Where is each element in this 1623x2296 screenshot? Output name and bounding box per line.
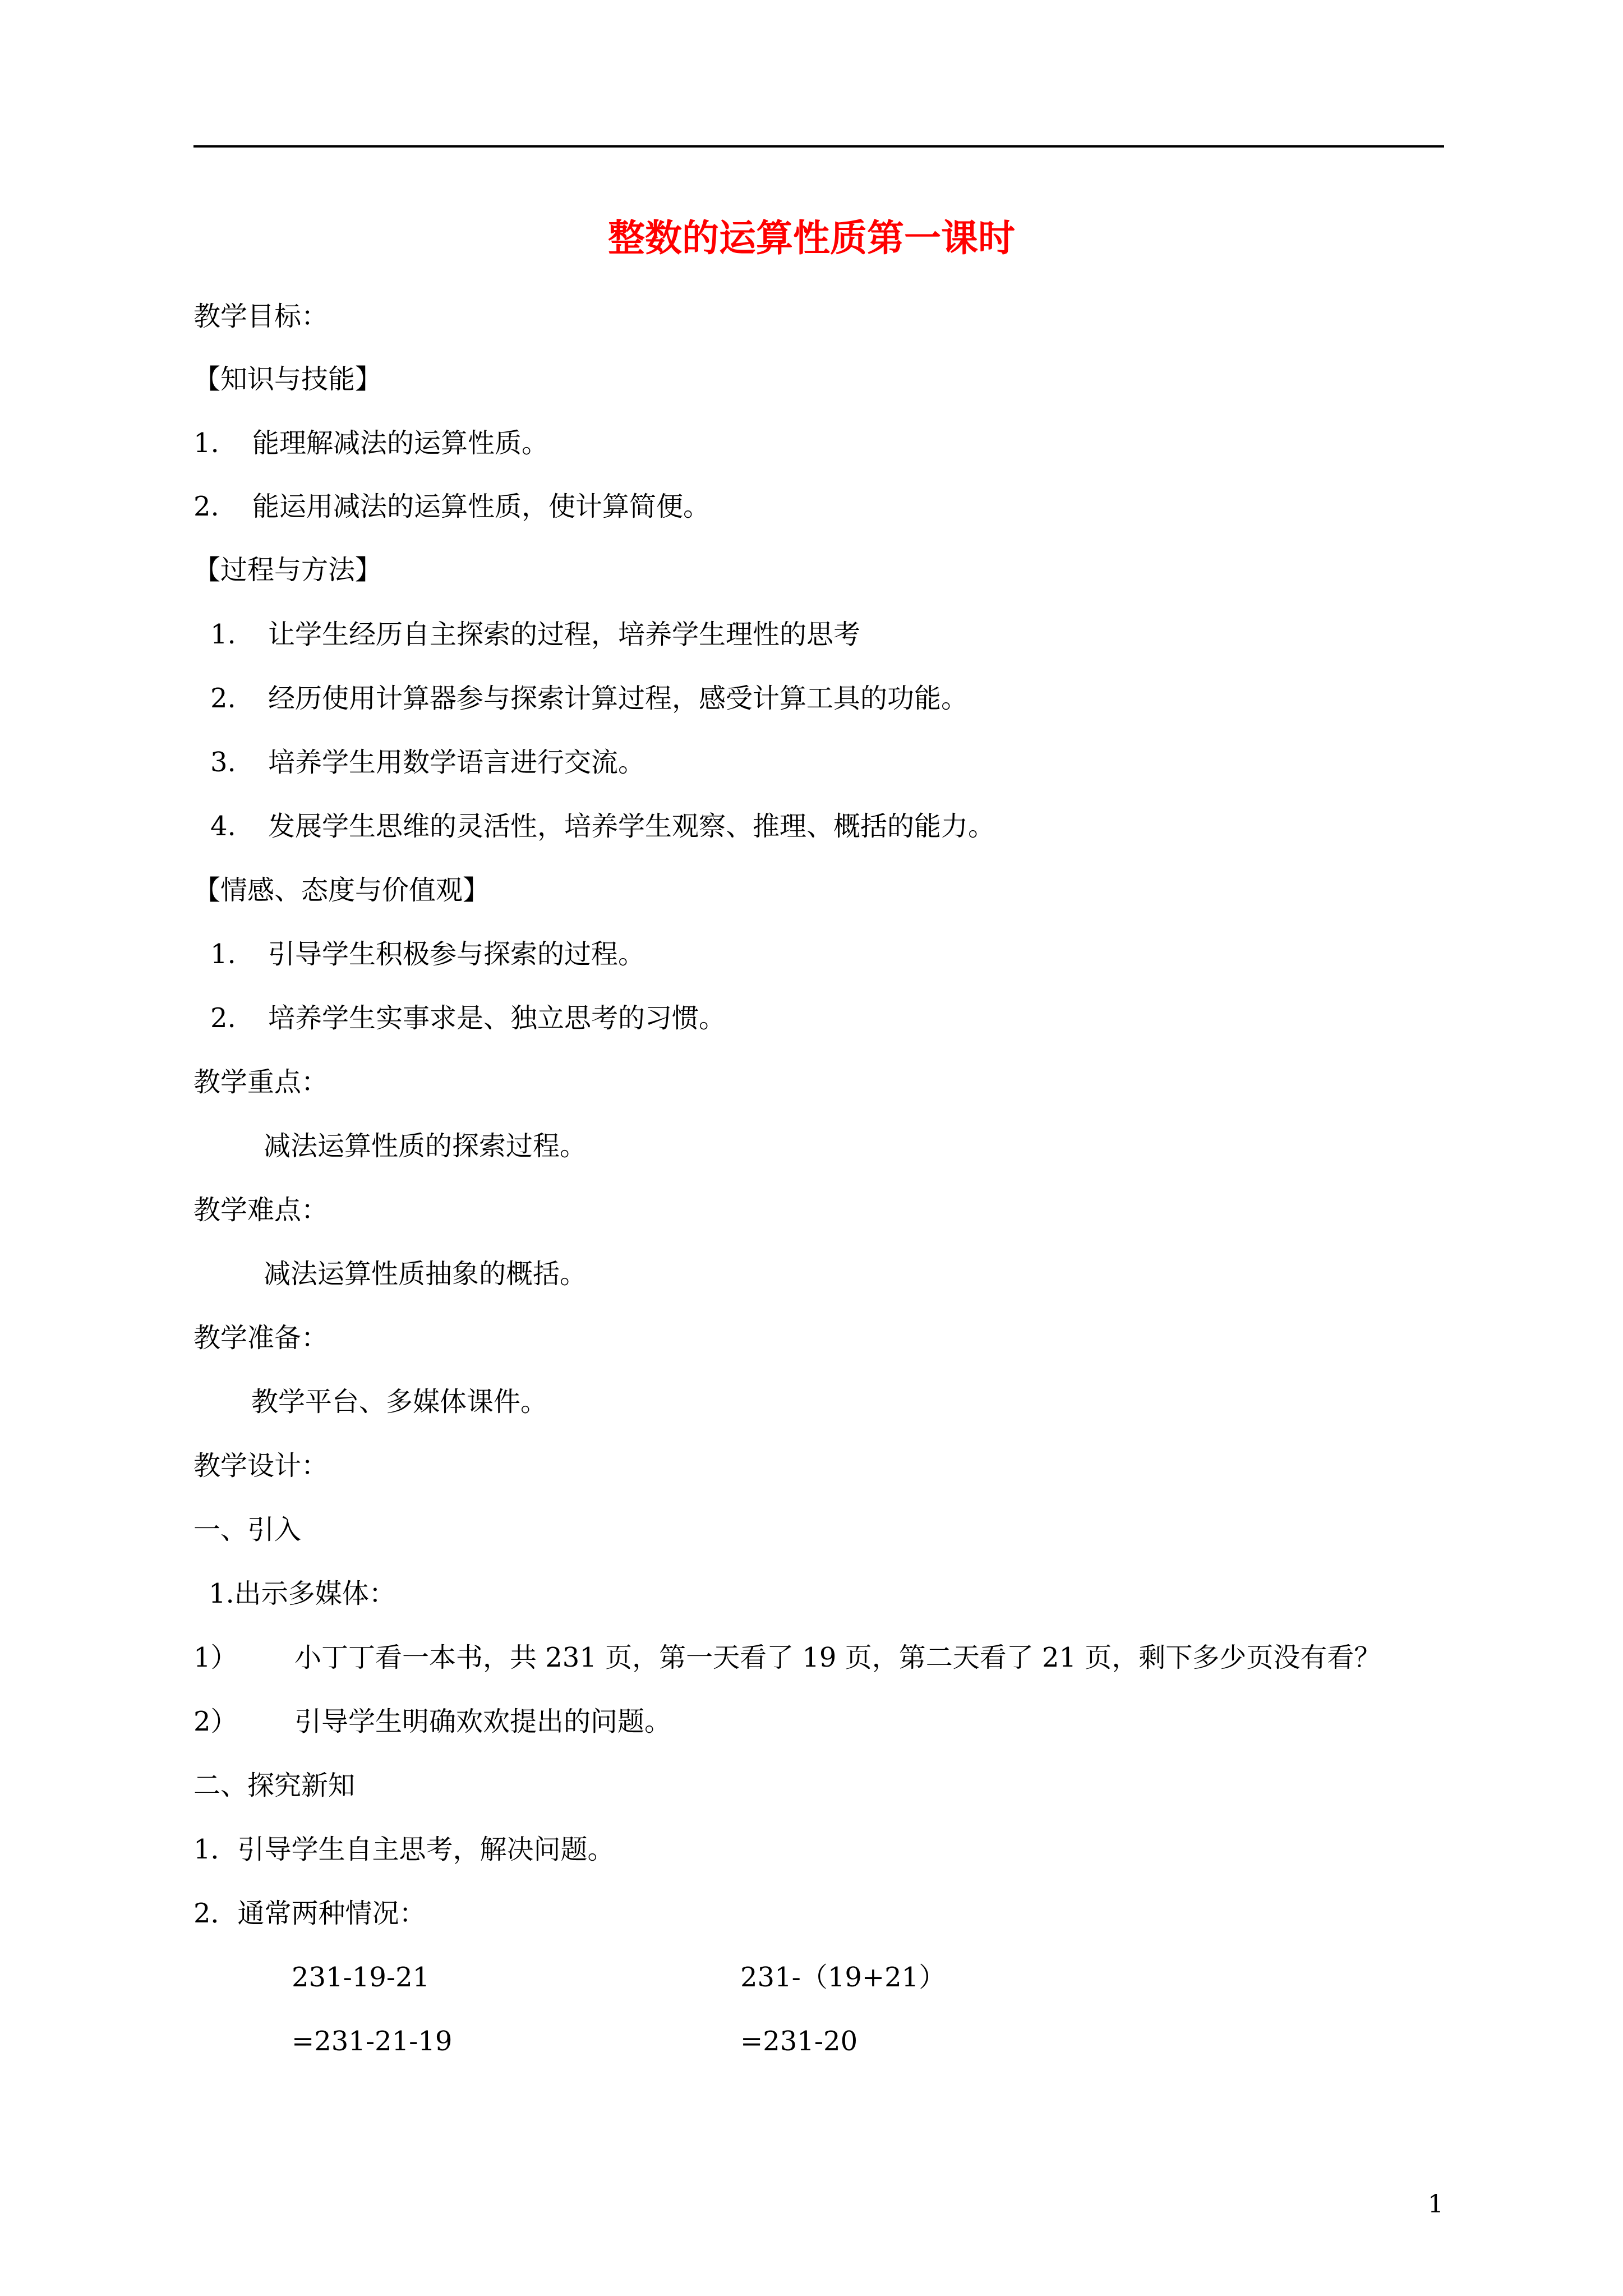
- left-calculation-line: 231-19-21: [292, 1962, 430, 1993]
- knowledge-item: 能理解减法的运算性质。: [252, 427, 549, 459]
- process-item-number: 3.: [210, 747, 236, 778]
- process-item: 经历使用计算器参与探索计算过程，感受计算工具的功能。: [268, 683, 969, 714]
- explore-step: 2．通常两种情况：: [193, 1898, 426, 1929]
- process-item: 培养学生用数学语言进行交流。: [268, 747, 645, 778]
- explore-step: 1．引导学生自主思考，解决问题。: [193, 1834, 615, 1865]
- left-calculation-line: =231-21-19: [292, 2026, 453, 2057]
- process-item-number: 4.: [210, 811, 236, 842]
- design-heading: 教学设计：: [193, 1450, 329, 1481]
- difficulty-heading: 教学难点：: [193, 1194, 329, 1226]
- objectives-heading: 教学目标：: [193, 301, 329, 332]
- knowledge-item-number: 1.: [193, 427, 219, 459]
- intro-step: 1.出示多媒体：: [209, 1578, 396, 1609]
- key-point-heading: 教学重点：: [193, 1066, 329, 1098]
- page-title: 整数的运算性质第一课时: [608, 217, 1015, 260]
- knowledge-item-number: 2.: [193, 491, 219, 522]
- page-number: 1: [1428, 2190, 1444, 2219]
- key-point-text: 减法运算性质的探索过程。: [264, 1130, 587, 1162]
- process-item: 让学生经历自主探索的过程，培养学生理性的思考: [268, 619, 861, 650]
- intro-item: 引导学生明确欢欢提出的问题。: [294, 1706, 672, 1737]
- process-item-number: 1.: [210, 619, 236, 650]
- header-rule: [193, 145, 1444, 148]
- explore-heading: 二、探究新知: [193, 1770, 356, 1801]
- preparation-heading: 教学准备：: [193, 1322, 329, 1354]
- preparation-text: 教学平台、多媒体课件。: [251, 1386, 548, 1418]
- process-item-number: 2.: [210, 683, 236, 714]
- emotion-item: 引导学生积极参与探索的过程。: [268, 938, 645, 970]
- intro-item: 小丁丁看一本书，共 231 页，第一天看了 19 页，第二天看了 21 页，剩下多少页没有看？: [294, 1642, 1381, 1673]
- emotion-item-number: 2.: [210, 1002, 236, 1034]
- intro-heading: 一、引入: [193, 1514, 302, 1545]
- process-item: 发展学生思维的灵活性，培养学生观察、推理、概括的能力。: [268, 811, 995, 842]
- knowledge-heading: 【知识与技能】: [193, 364, 382, 395]
- process-heading: 【过程与方法】: [193, 554, 382, 586]
- emotion-item-number: 1.: [210, 938, 236, 970]
- right-calculation-line: =231-20: [740, 2026, 858, 2057]
- intro-item-number: 1）: [193, 1642, 238, 1673]
- emotion-heading: 【情感、态度与价值观】: [193, 875, 490, 906]
- knowledge-item: 能运用减法的运算性质，使计算简便。: [252, 491, 711, 522]
- difficulty-text: 减法运算性质抽象的概括。: [264, 1258, 587, 1290]
- intro-item-number: 2）: [193, 1706, 238, 1737]
- emotion-item: 培养学生实事求是、独立思考的习惯。: [268, 1002, 726, 1034]
- right-calculation-line: 231-（19+21）: [740, 1962, 946, 1993]
